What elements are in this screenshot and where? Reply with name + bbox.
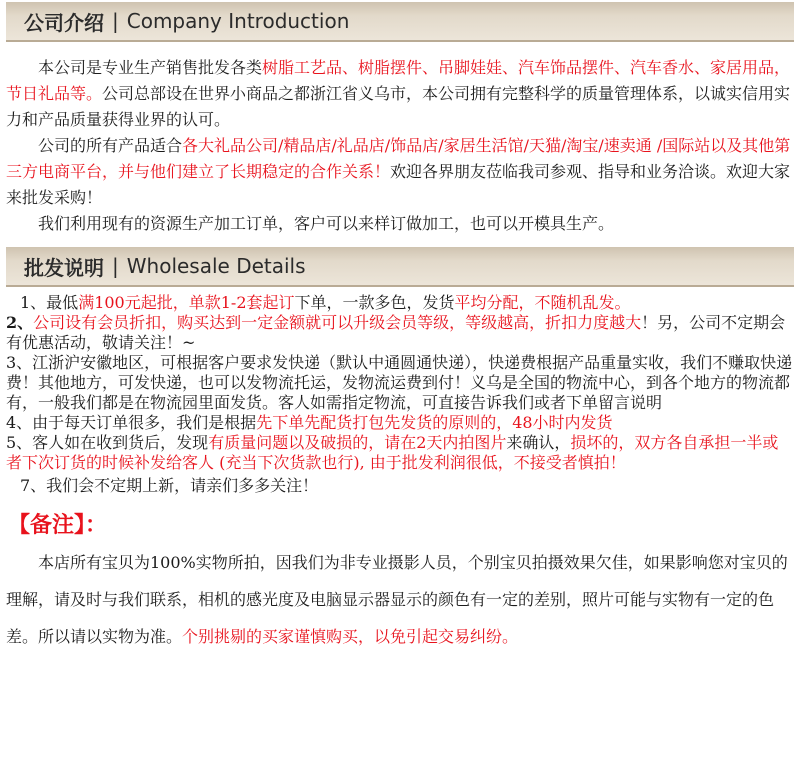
item2-b: ！另，公司不定期会有优惠活动，敬请关注！~ bbox=[6, 313, 786, 352]
wholesale-header-zh: 批发说明 bbox=[24, 255, 104, 280]
item2-member-discount: 公司设有会员折扣，购买达到一定金额就可以升级会员等级，等级越高，折扣力度越大 bbox=[33, 313, 642, 332]
item2-a: 2、 bbox=[6, 313, 34, 332]
item1-distribution: 平均分配，不随机乱发。 bbox=[454, 293, 631, 312]
company-p2-a: 公司的所有产品适合 bbox=[38, 136, 183, 155]
company-paragraph-2 bbox=[0, 133, 800, 211]
note-body bbox=[0, 544, 800, 655]
item4-a: 4、由于每天订单很多，我们是根据 bbox=[6, 413, 257, 432]
item4-shipping-rule: 先下单先配货打包先发货的原则的，48小时内发货 bbox=[256, 413, 613, 432]
company-header-zh: 公司介绍 bbox=[24, 10, 104, 35]
item5-a: 5、客人如在收到货后，发现 bbox=[6, 433, 209, 452]
company-paragraph-3: 我们利用现有的资源生产加工订单，客户可以来样订做加工，也可以开模具生产。 bbox=[38, 214, 615, 233]
company-p1-products: 树脂工艺品、树脂摆件、吊脚娃娃、汽车饰品摆件、汽车香水、家居用品，节日礼品等。 bbox=[6, 58, 791, 103]
wholesale-header-en: Wholesale Details bbox=[126, 254, 306, 278]
item5-quality: 有质量问题以及破损的，请在2天内拍图片 bbox=[208, 433, 507, 452]
wholesale-header bbox=[6, 247, 794, 287]
wholesale-item-7: 7、我们会不定期上新，请亲们多多关注！ bbox=[20, 476, 319, 495]
company-p1-a: 本公司是专业生产销售批发各类 bbox=[38, 58, 263, 77]
note-warning: 个别挑剔的买家谨慎购买，以免引起交易纠纷。 bbox=[182, 627, 519, 646]
item5-b: 来确认， bbox=[506, 433, 571, 452]
wholesale-item-1 bbox=[0, 293, 800, 313]
wholesale-section bbox=[0, 247, 800, 496]
company-header-en: Company Introduction bbox=[126, 9, 350, 33]
note-section bbox=[0, 510, 800, 655]
item1-a: 1、最低 bbox=[20, 293, 79, 312]
item5-damage: 损坏的，双方各自承担一半或者下次订货的时候补发给客人 (充当下次货款也行), 由于批发利润很低，不接受者慎拍！ bbox=[6, 433, 779, 472]
company-section bbox=[0, 2, 800, 237]
wholesale-item-4 bbox=[0, 413, 800, 433]
item1-min-order: 满100元起批，单款1-2套起订 bbox=[78, 293, 295, 312]
note-body-text: 本店所有宝贝为100%实物所拍，因我们为非专业摄影人员，个别宝贝拍摄效果欠佳，如果影响您对宝贝的理解，请及时与我们联系，相机的感光度及电脑显示器显示的颜色有一定的差别，照片可能与实物有一定的色差。所以请以实物为准。 bbox=[6, 553, 788, 646]
company-p2-b: 欢迎各界朋友莅临我司参观、指导和业务洽谈。欢迎大家来批发采购！ bbox=[6, 162, 791, 207]
item1-b: 下单，一款多色，发货 bbox=[294, 293, 455, 312]
wholesale-header-sep: | bbox=[112, 254, 119, 278]
company-p1-b: 公司总部设在世界小商品之都浙江省义乌市，本公司拥有完整科学的质量管理体系，以诚实信用实力和产品质量获得业界的认可。 bbox=[6, 84, 791, 129]
wholesale-item-2 bbox=[0, 313, 800, 353]
company-header-sep: | bbox=[112, 9, 119, 33]
company-header bbox=[6, 2, 794, 42]
wholesale-item-5 bbox=[0, 433, 800, 473]
company-p2-channels: 各大礼品公司/精品店/礼品店/饰品店/家居生活馆/天猫/淘宝/速卖通 /国际站以及其他第三方电商平台，并与他们建立了长期稳定的合作关系！ bbox=[6, 136, 791, 181]
note-title: 【备注】： bbox=[8, 512, 108, 538]
company-paragraph-1 bbox=[0, 55, 800, 133]
wholesale-item-3: 3、江浙沪安徽地区，可根据客户要求发快递（默认中通圆通快递），快递费根据产品重量实收，我们不赚取快递费！其他地方，可发快递，也可以发物流托运，发物流运费到付！义乌是全国的物流中心，到各个地方的物流都有，一般我们都是在物流园里面发货。客人如需指定物流，可直接告诉我们或者下单留言说明 bbox=[6, 353, 793, 412]
